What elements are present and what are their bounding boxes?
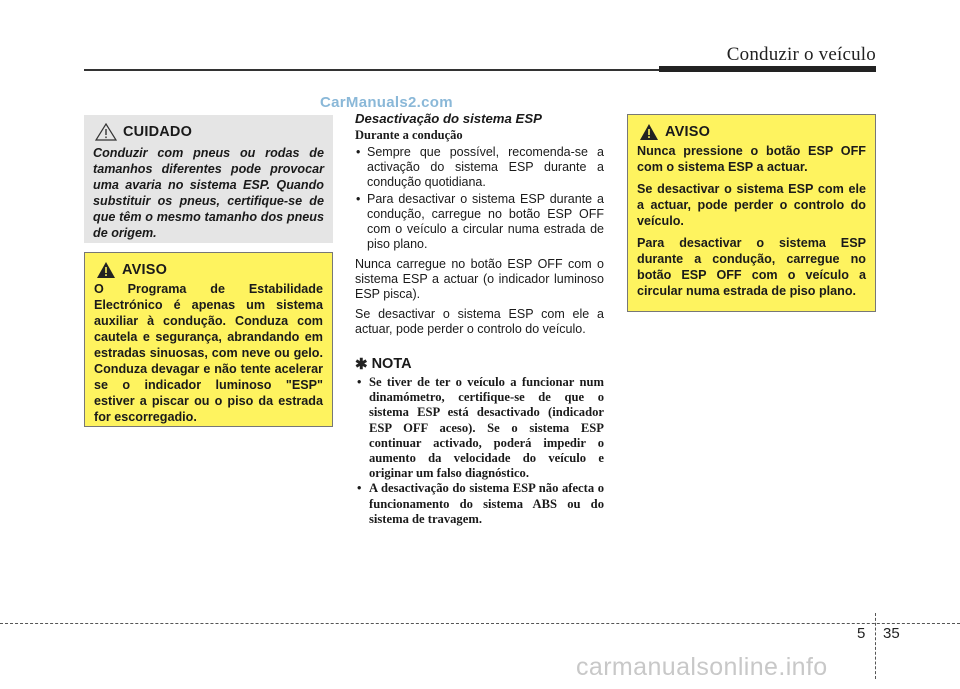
chapter-number: 5 [857,625,866,642]
footer-vertical-divider [875,613,876,679]
paragraph: Nunca carregue no botão ESP OFF com o sistema ESP a actuar (o indicador luminoso ESP pisca). [355,257,604,301]
caution-title: CUIDADO [123,124,193,140]
list-item: • Para desactivar o sistema ESP durante a condução, carregue no botão ESP OFF com o veículo a circular numa estrada de piso plano. [355,192,604,252]
page-header-title: Conduzir o veículo [726,44,876,65]
watermark-bottom[interactable]: carmanualsonline.info [576,653,828,681]
warning-text-left: O Programa de Estabilidade Electrónico é apenas um sistema auxiliar à condução. Conduza com cautela e segurança, abrandando em estradas sinuosas, com neve ou gelo. Conduza devagar e não tente acelerar se o indicador luminoso "ESP" estiver a piscar ou o piso da estrada for escorregadio. [94,282,323,424]
caution-text: Conduzir com pneus ou rodas de tamanhos diferentes pode provocar uma avaria no sistema ESP. Quando substituir os pneus, certifique-se de que têm o mesmo tamanho dos pneus de origem. [93,146,324,240]
list-item: • Sempre que possível, recomenda-se a activação do sistema ESP durante a condução quotidiana. [355,145,604,190]
section-title: Desactivação do sistema ESP [355,111,542,126]
page-number: 35 [883,625,900,642]
note-list [355,375,604,527]
warning-triangle-solid-icon [96,261,116,279]
caution-box [84,115,333,243]
warning-header-right [639,123,866,141]
warning-box-right [627,114,876,312]
warning-box-left [84,252,333,427]
footer-divider [0,623,960,624]
paragraph: Para desactivar o sistema ESP durante a condução, carregue no botão ESP OFF com o veículo a circular numa estrada de piso plano. [637,236,866,298]
warning-title-right: AVISO [665,124,711,140]
list-item: • Se tiver de ter o veículo a funcionar num dinamómetro, certifique-se de que o sistema ESP está desactivado (indicador ESP OFF aceso). Se o sistema ESP continuar activado, poderá impedir o aumento da velocidade do veículo e originar um falso diagnóstico. [355,375,604,481]
note-title: NOTA [371,356,412,372]
section-subhead: Durante a condução [355,128,463,142]
esp-bullet-list [355,145,604,252]
warning-header-left [96,261,323,279]
caution-header [95,123,324,141]
header-rule [84,69,659,71]
middle-column [355,111,604,527]
asterisk-note-icon: ✱ [355,356,368,373]
paragraph: Se desactivar o sistema ESP com ele a actuar, pode perder o controlo do veículo. [355,307,604,336]
list-item: • A desactivação do sistema ESP não afecta o funcionamento do sistema ABS ou do sistema de travagem. [355,481,604,527]
watermark-top[interactable]: CarManuals2.com [320,94,453,111]
warning-triangle-outline-icon [95,123,117,141]
paragraph: Nunca pressione o botão ESP OFF com o sistema ESP a actuar. [637,144,866,174]
warning-title-left: AVISO [122,262,168,278]
warning-text-right [637,143,866,299]
header-rule-accent [659,66,876,72]
warning-triangle-solid-icon [639,123,659,141]
note-header [355,355,604,373]
paragraph: Se desactivar o sistema ESP com ele a actuar, pode perder o controlo do veículo. [637,182,866,228]
